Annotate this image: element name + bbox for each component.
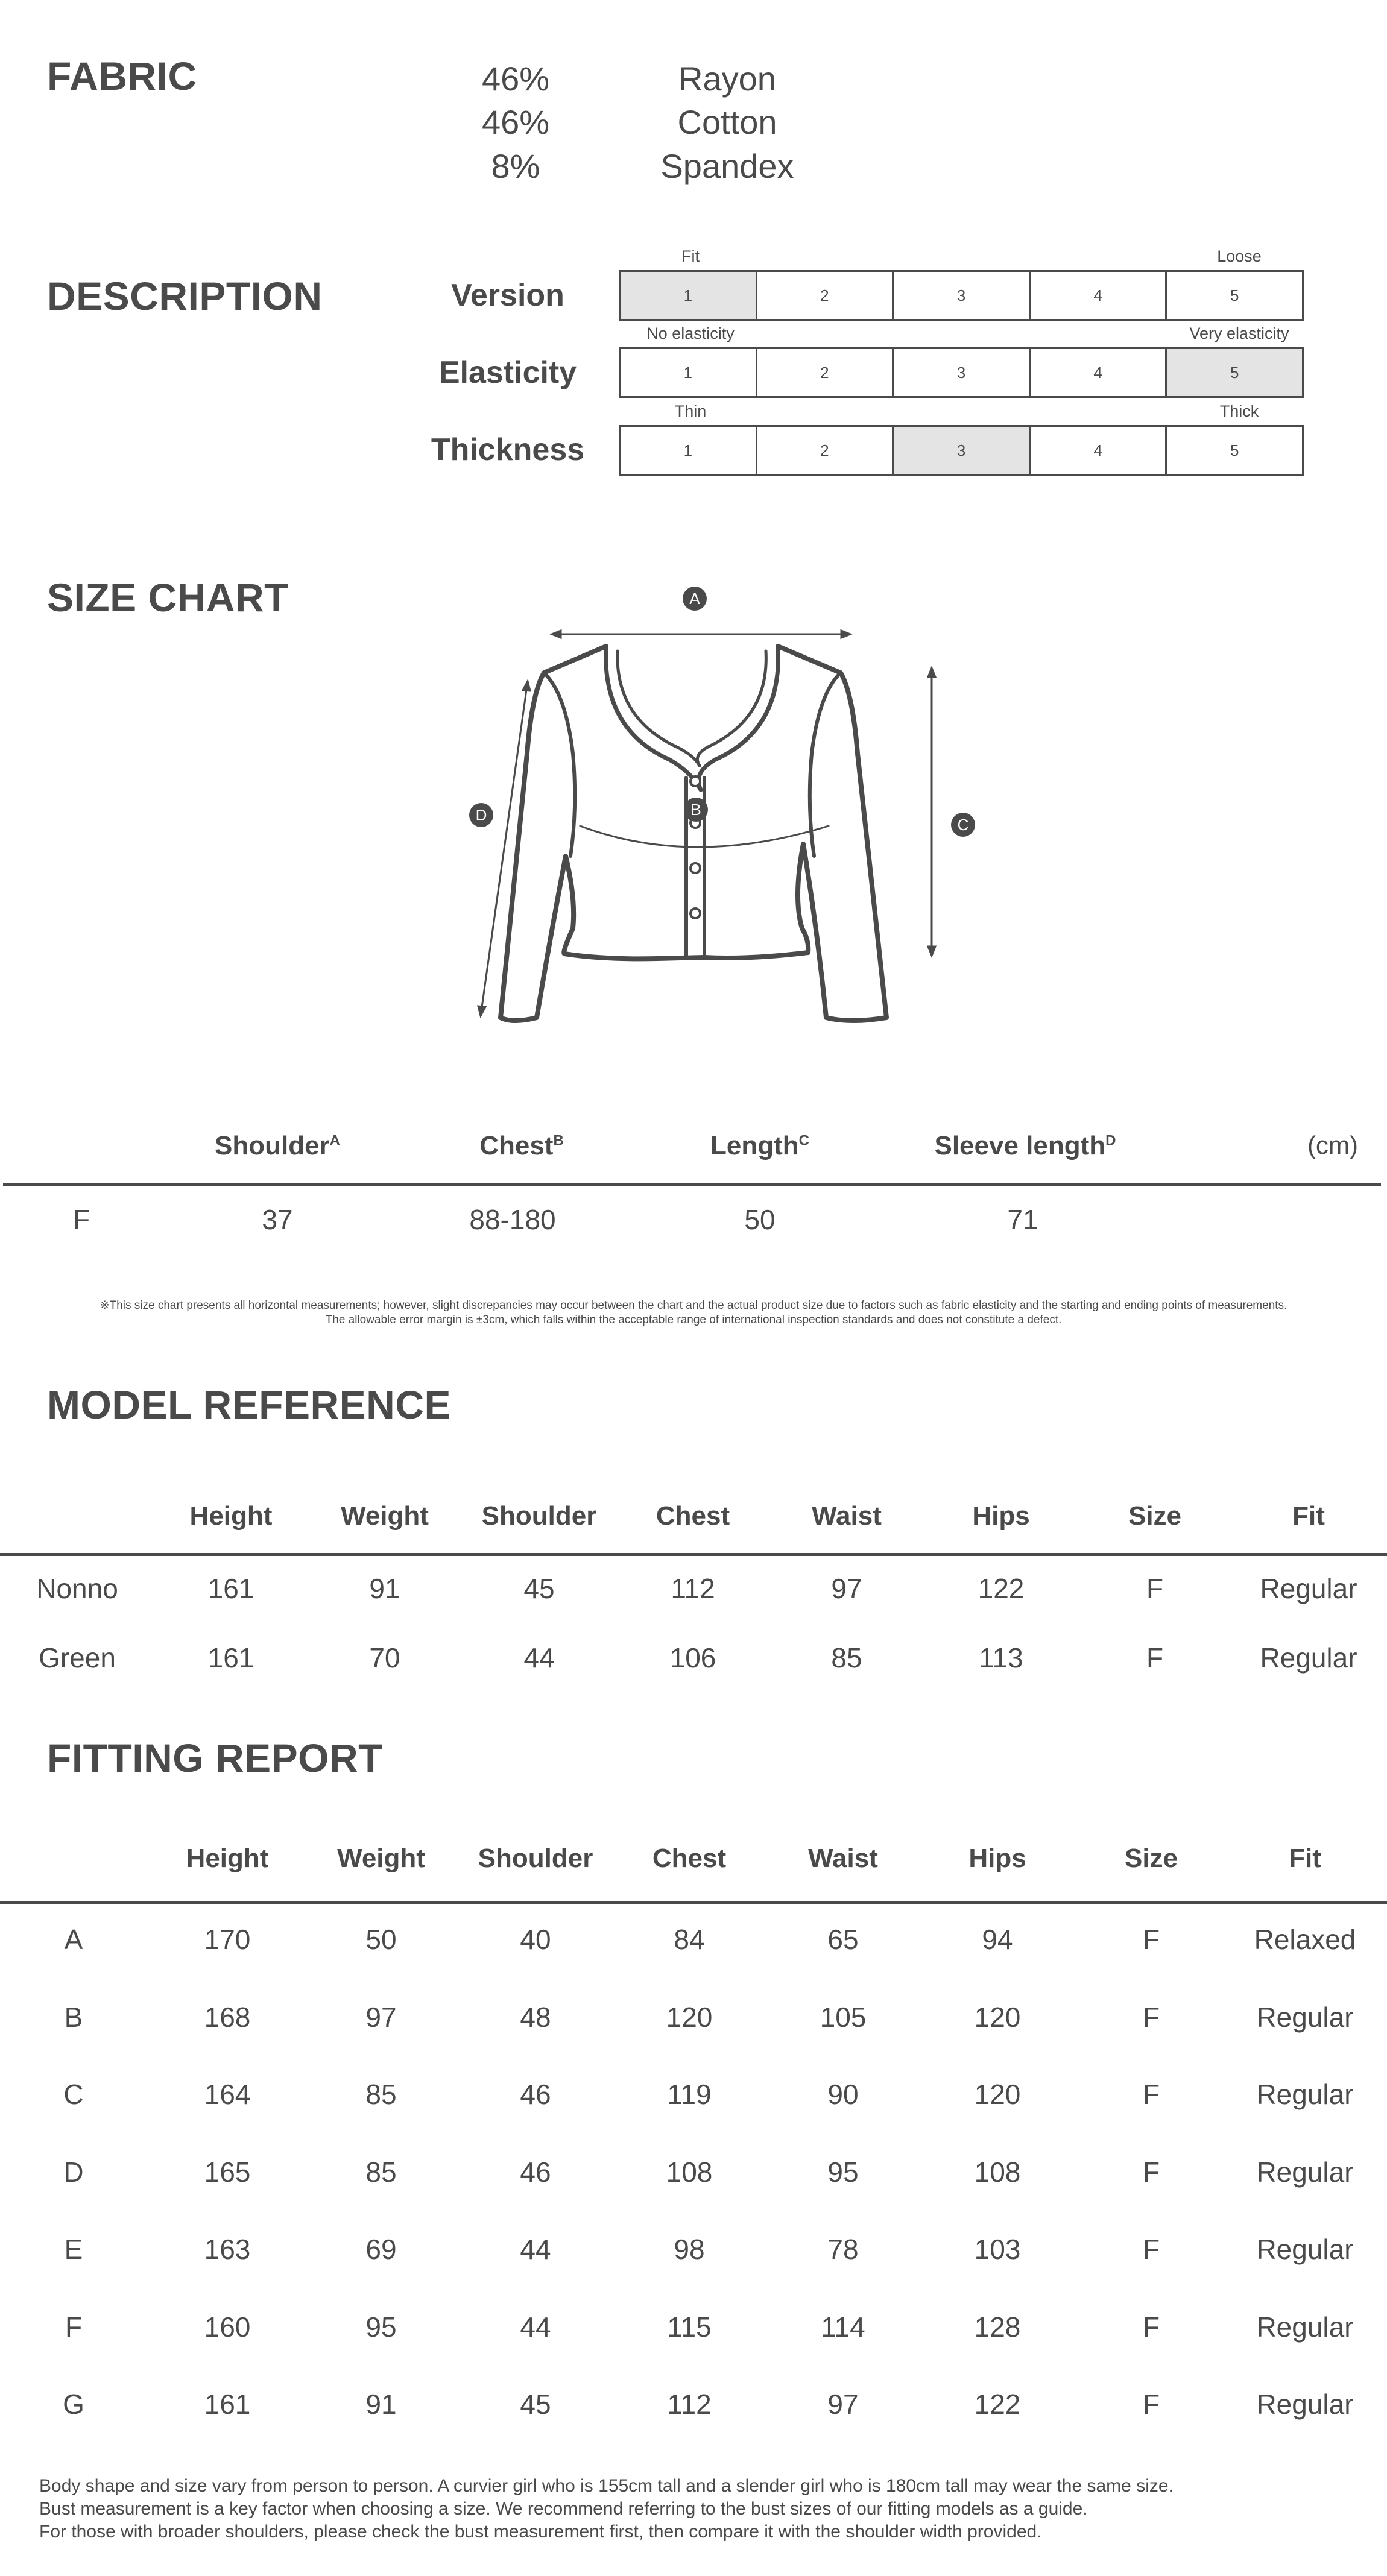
- unit-label: (cm): [1307, 1131, 1358, 1159]
- fitting-report-table: [0, 1844, 1387, 2434]
- fabric-material-1: Rayon: [678, 60, 776, 98]
- row-cell-fit: Regular: [1256, 2156, 1354, 2188]
- row-cell-waist: 65: [827, 1924, 859, 1955]
- size-row-chest: 88-180: [469, 1204, 556, 1235]
- version-left-label: Fit: [681, 247, 700, 265]
- thickness-cell-3: 3: [892, 427, 1029, 474]
- fitting-report-col-shoulder: Shoulder: [478, 1844, 593, 1873]
- row-cell-height: 161: [207, 1573, 254, 1604]
- model-reference-title: MODEL REFERENCE: [47, 1382, 452, 1427]
- col-shoulder: [181, 1131, 374, 1161]
- fitting-report-col-waist: Waist: [808, 1844, 878, 1873]
- row-cell-size: F: [1142, 2001, 1160, 2033]
- row-cell-waist: 90: [827, 2079, 859, 2110]
- row-cell-weight: 50: [365, 1924, 397, 1955]
- fabric-pct-3: 8%: [491, 147, 540, 185]
- row-cell-weight: 85: [365, 2156, 397, 2188]
- size-chart-title: SIZE CHART: [47, 575, 289, 620]
- row-cell-hips: 128: [974, 2311, 1021, 2343]
- col-shoulder-sup: A: [329, 1132, 341, 1149]
- row-cell-chest: 84: [674, 1924, 705, 1955]
- col-length: [663, 1131, 856, 1161]
- table-row: [0, 2311, 1387, 2347]
- elasticity-label: Elasticity: [438, 355, 577, 390]
- model-reference-col-fit: Fit: [1292, 1501, 1325, 1531]
- row-cell-fit: Regular: [1260, 1573, 1357, 1604]
- fitting-footnote-1: Body shape and size vary from person to person. A curvier girl who is 155cm tall and a slender girl who is 180cm tall may wear the same size.: [39, 2476, 1174, 2496]
- row-cell-shoulder: 45: [520, 2389, 551, 2420]
- fabric-material-2: Cotton: [677, 103, 777, 141]
- thickness-cell-5: 5: [1165, 427, 1302, 474]
- fabric-pct-1: 46%: [481, 60, 550, 98]
- size-row-shoulder: 37: [262, 1204, 293, 1235]
- fitting-report-col-chest: Chest: [652, 1844, 727, 1873]
- version-label: Version: [451, 278, 564, 313]
- row-name: G: [63, 2389, 84, 2420]
- table-row: [0, 2388, 1387, 2424]
- model-reference-col-size: Size: [1128, 1501, 1182, 1531]
- table-row: [0, 2078, 1387, 2114]
- version-cell-4: 4: [1029, 272, 1166, 319]
- row-name: B: [64, 2001, 83, 2033]
- row-cell-weight: 95: [365, 2311, 397, 2343]
- model-reference-header-rule: [0, 1553, 1387, 1556]
- elasticity-cell-3: 3: [892, 349, 1029, 396]
- fitting-report-header-rule: [0, 1901, 1387, 1904]
- model-reference-col-chest: Chest: [656, 1501, 730, 1531]
- table-row: [0, 1923, 1387, 1959]
- fitting-report-title: FITTING REPORT: [47, 1736, 383, 1780]
- row-cell-height: 160: [204, 2311, 251, 2343]
- row-cell-fit: Regular: [1260, 1642, 1357, 1674]
- row-cell-hips: 113: [979, 1642, 1023, 1674]
- description-title: DESCRIPTION: [47, 274, 323, 318]
- row-cell-hips: 122: [974, 2389, 1021, 2420]
- row-cell-weight: 69: [365, 2234, 397, 2265]
- row-name: Nonno: [36, 1573, 118, 1604]
- fitting-report-col-weight: Weight: [337, 1844, 425, 1873]
- row-cell-chest: 112: [667, 2389, 712, 2420]
- row-cell-hips: 120: [974, 2079, 1021, 2110]
- thickness-right-label: Thick: [1219, 402, 1259, 420]
- row-cell-height: 161: [204, 2389, 251, 2420]
- fabric-title: FABRIC: [47, 54, 197, 98]
- row-cell-hips: 94: [982, 1924, 1013, 1955]
- row-cell-height: 161: [207, 1642, 254, 1674]
- row-cell-size: F: [1142, 2156, 1160, 2188]
- fitting-footnote-2: Bust measurement is a key factor when choosing a size. We recommend referring to the bust sizes of our fitting models as a guide.: [39, 2499, 1088, 2519]
- row-cell-height: 168: [204, 2001, 251, 2033]
- model-reference-col-weight: Weight: [341, 1501, 429, 1531]
- row-cell-size: F: [1142, 2234, 1160, 2265]
- table-row: [0, 1642, 1387, 1678]
- col-chest: [425, 1131, 618, 1161]
- version-cell-5: 5: [1165, 272, 1302, 319]
- model-reference-col-hips: Hips: [972, 1501, 1030, 1531]
- row-cell-hips: 120: [974, 2001, 1021, 2033]
- row-cell-shoulder: 44: [520, 2234, 551, 2265]
- fitting-footnote-3: For those with broader shoulders, please check the bust measurement first, then compare it with the shoulder width provided.: [39, 2522, 1042, 2542]
- row-cell-fit: Regular: [1256, 2389, 1354, 2420]
- row-cell-size: F: [1142, 2079, 1160, 2110]
- row-cell-chest: 119: [667, 2079, 712, 2110]
- fitting-report-col-fit: Fit: [1289, 1844, 1321, 1873]
- row-cell-height: 164: [204, 2079, 251, 2110]
- fabric-pct-2: 46%: [481, 103, 550, 141]
- row-name: E: [64, 2234, 83, 2265]
- model-reference-col-shoulder: Shoulder: [481, 1501, 597, 1531]
- thickness-cell-1: 1: [683, 441, 693, 459]
- marker-d-icon: D: [469, 803, 493, 827]
- row-cell-hips: 103: [974, 2234, 1021, 2265]
- version-right-label: Loose: [1217, 247, 1262, 265]
- col-sleeve-sup: D: [1105, 1132, 1116, 1149]
- row-cell-chest: 112: [671, 1573, 715, 1604]
- row-cell-chest: 106: [669, 1642, 716, 1674]
- table-row: [0, 2156, 1387, 2192]
- fitting-report-col-hips: Hips: [968, 1844, 1026, 1873]
- thickness-scale: [619, 425, 1304, 476]
- size-row-length: 50: [744, 1204, 776, 1235]
- col-length-label: Length: [710, 1131, 799, 1160]
- table-row: [0, 2001, 1387, 2037]
- row-cell-waist: 78: [827, 2234, 859, 2265]
- row-cell-fit: Regular: [1256, 2079, 1354, 2110]
- elasticity-cell-5: 5: [1165, 349, 1302, 396]
- row-cell-waist: 97: [827, 2389, 859, 2420]
- thickness-cell-4: 4: [1029, 427, 1166, 474]
- row-cell-chest: 108: [666, 2156, 713, 2188]
- marker-a-icon: A: [683, 587, 707, 611]
- fitting-report-col-height: Height: [186, 1844, 269, 1873]
- size-row-size: F: [72, 1204, 90, 1235]
- version-cell-1: 1: [621, 272, 756, 319]
- row-cell-height: 165: [204, 2156, 251, 2188]
- thickness-left-label: Thin: [674, 402, 707, 420]
- col-shoulder-label: Shoulder: [214, 1131, 330, 1160]
- row-cell-weight: 85: [365, 2079, 397, 2110]
- row-name: A: [64, 1924, 83, 1955]
- row-cell-weight: 91: [369, 1573, 400, 1604]
- col-length-sup: C: [798, 1132, 809, 1149]
- elasticity-cell-4: 4: [1029, 349, 1166, 396]
- elasticity-cell-1: 1: [683, 363, 693, 382]
- row-cell-fit: Relaxed: [1254, 1924, 1356, 1955]
- row-cell-size: F: [1142, 1924, 1160, 1955]
- elasticity-right-label: Very elasticity: [1189, 324, 1289, 342]
- row-cell-fit: Regular: [1256, 2234, 1354, 2265]
- fabric-material-3: Spandex: [660, 147, 794, 185]
- row-cell-shoulder: 44: [523, 1642, 555, 1674]
- row-cell-height: 163: [204, 2234, 251, 2265]
- size-row-sleeve: 71: [1007, 1204, 1038, 1235]
- elasticity-left-label: No elasticity: [646, 324, 735, 342]
- row-cell-shoulder: 48: [520, 2001, 551, 2033]
- table-row: [0, 2233, 1387, 2269]
- row-cell-weight: 97: [365, 2001, 397, 2033]
- marker-b-icon: B: [684, 798, 708, 822]
- model-reference-table: [0, 1501, 1387, 1682]
- col-sleeve: [917, 1131, 1134, 1161]
- version-cell-2: 2: [756, 272, 893, 319]
- size-note-2: The allowable error margin is ±3cm, which falls within the acceptable range of international inspection standards and does not constitute a defect.: [325, 1314, 1062, 1326]
- fitting-report-col-size: Size: [1124, 1844, 1178, 1873]
- marker-c-icon: C: [951, 813, 975, 837]
- row-cell-shoulder: 44: [520, 2311, 551, 2343]
- row-cell-shoulder: 46: [520, 2079, 551, 2110]
- thickness-label: Thickness: [431, 432, 585, 467]
- row-cell-hips: 108: [974, 2156, 1021, 2188]
- row-cell-waist: 114: [821, 2311, 865, 2343]
- col-sleeve-label: Sleeve length: [934, 1131, 1106, 1160]
- elasticity-cell-2: 2: [756, 349, 893, 396]
- row-cell-fit: Regular: [1256, 2001, 1354, 2033]
- row-cell-shoulder: 45: [523, 1573, 555, 1604]
- elasticity-scale: [619, 347, 1304, 398]
- row-cell-height: 170: [204, 1924, 251, 1955]
- row-cell-waist: 95: [827, 2156, 859, 2188]
- row-cell-chest: 115: [667, 2311, 712, 2343]
- row-cell-size: F: [1146, 1573, 1164, 1604]
- row-cell-shoulder: 46: [520, 2156, 551, 2188]
- col-chest-label: Chest: [479, 1131, 554, 1160]
- row-cell-waist: 97: [831, 1573, 862, 1604]
- row-cell-fit: Regular: [1256, 2311, 1354, 2343]
- col-chest-sup: B: [553, 1132, 564, 1149]
- row-cell-shoulder: 40: [520, 1924, 551, 1955]
- row-cell-weight: 70: [369, 1642, 400, 1674]
- row-cell-weight: 91: [365, 2389, 397, 2420]
- table-row: [0, 1572, 1387, 1608]
- row-name: C: [63, 2079, 84, 2110]
- row-cell-hips: 122: [978, 1573, 1025, 1604]
- model-reference-col-waist: Waist: [812, 1501, 882, 1531]
- row-name: F: [65, 2311, 83, 2343]
- version-cell-3: 3: [892, 272, 1029, 319]
- row-cell-chest: 120: [666, 2001, 713, 2033]
- thickness-cell-2: 2: [756, 427, 893, 474]
- row-name: D: [63, 2156, 84, 2188]
- row-cell-size: F: [1146, 1642, 1164, 1674]
- model-reference-col-height: Height: [189, 1501, 273, 1531]
- row-cell-chest: 98: [674, 2234, 705, 2265]
- row-cell-waist: 105: [820, 2001, 867, 2033]
- row-cell-waist: 85: [831, 1642, 862, 1674]
- row-name: Green: [39, 1642, 116, 1674]
- size-note-1: ※This size chart presents all horizontal measurements; however, slight discrepancies may occur between the chart and the actual product size due to factors such as fabric elasticity and the starting and ending points of measurements.: [100, 1299, 1287, 1312]
- measurement-arrows: [470, 621, 953, 1043]
- version-scale: [619, 270, 1304, 321]
- row-cell-size: F: [1142, 2389, 1160, 2420]
- size-table-rule: [3, 1183, 1381, 1186]
- row-cell-size: F: [1142, 2311, 1160, 2343]
